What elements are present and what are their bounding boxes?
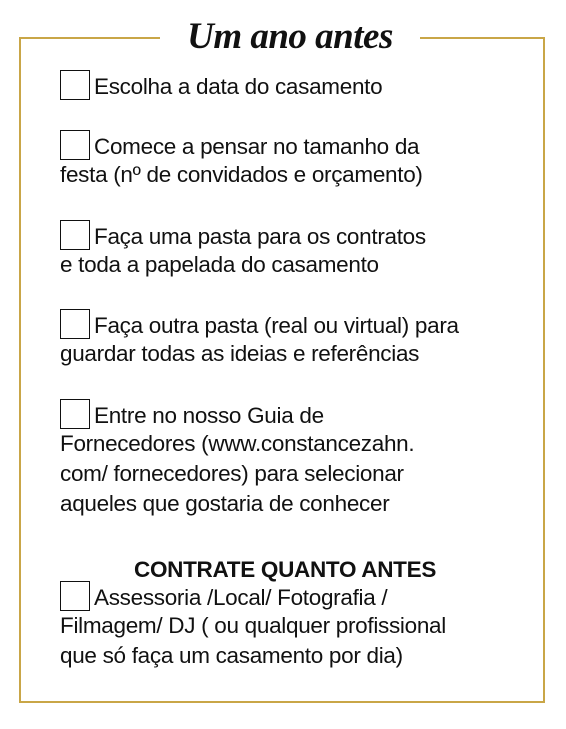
checklist-item [60,67,500,100]
page-title: Um ano antes [160,14,420,60]
checklist-item [60,306,500,369]
checkbox[interactable] [60,220,90,250]
checkbox[interactable] [60,399,90,429]
checklist-item [60,578,500,671]
item-text-line: Faça uma pasta para os contratos [94,224,426,249]
item-text-line: Entre no nosso Guia de [94,403,324,428]
item-text-line: com/ fornecedores) para selecionar [60,461,404,486]
item-text-line: Faça outra pasta (real ou virtual) para [94,313,459,338]
checklist-item [60,396,500,519]
checkbox[interactable] [60,130,90,160]
item-text-line: aqueles que gostaria de conhecer [60,491,390,516]
item-text-line: que só faça um casamento por dia) [60,643,403,668]
item-text-line: Filmagem/ DJ ( ou qualquer profissional [60,613,446,638]
checklist-item [60,217,500,280]
item-text-line: Fornecedores (www.constancezahn. [60,431,415,456]
item-text-line: Comece a pensar no tamanho da [94,134,420,159]
item-text-line: e toda a papelada do casamento [60,252,379,277]
section-heading: CONTRATE QUANTO ANTES [134,557,437,582]
checkbox[interactable] [60,581,90,611]
item-text-line: festa (nº de convidados e orçamento) [60,162,423,187]
item-text-line: guardar todas as ideias e referências [60,341,420,366]
item-text-line: Assessoria /Local/ Fotografia / [94,585,388,610]
checklist-item [60,127,500,190]
item-text-line: Escolha a data do casamento [94,74,383,99]
checkbox[interactable] [60,70,90,100]
checkbox[interactable] [60,309,90,339]
